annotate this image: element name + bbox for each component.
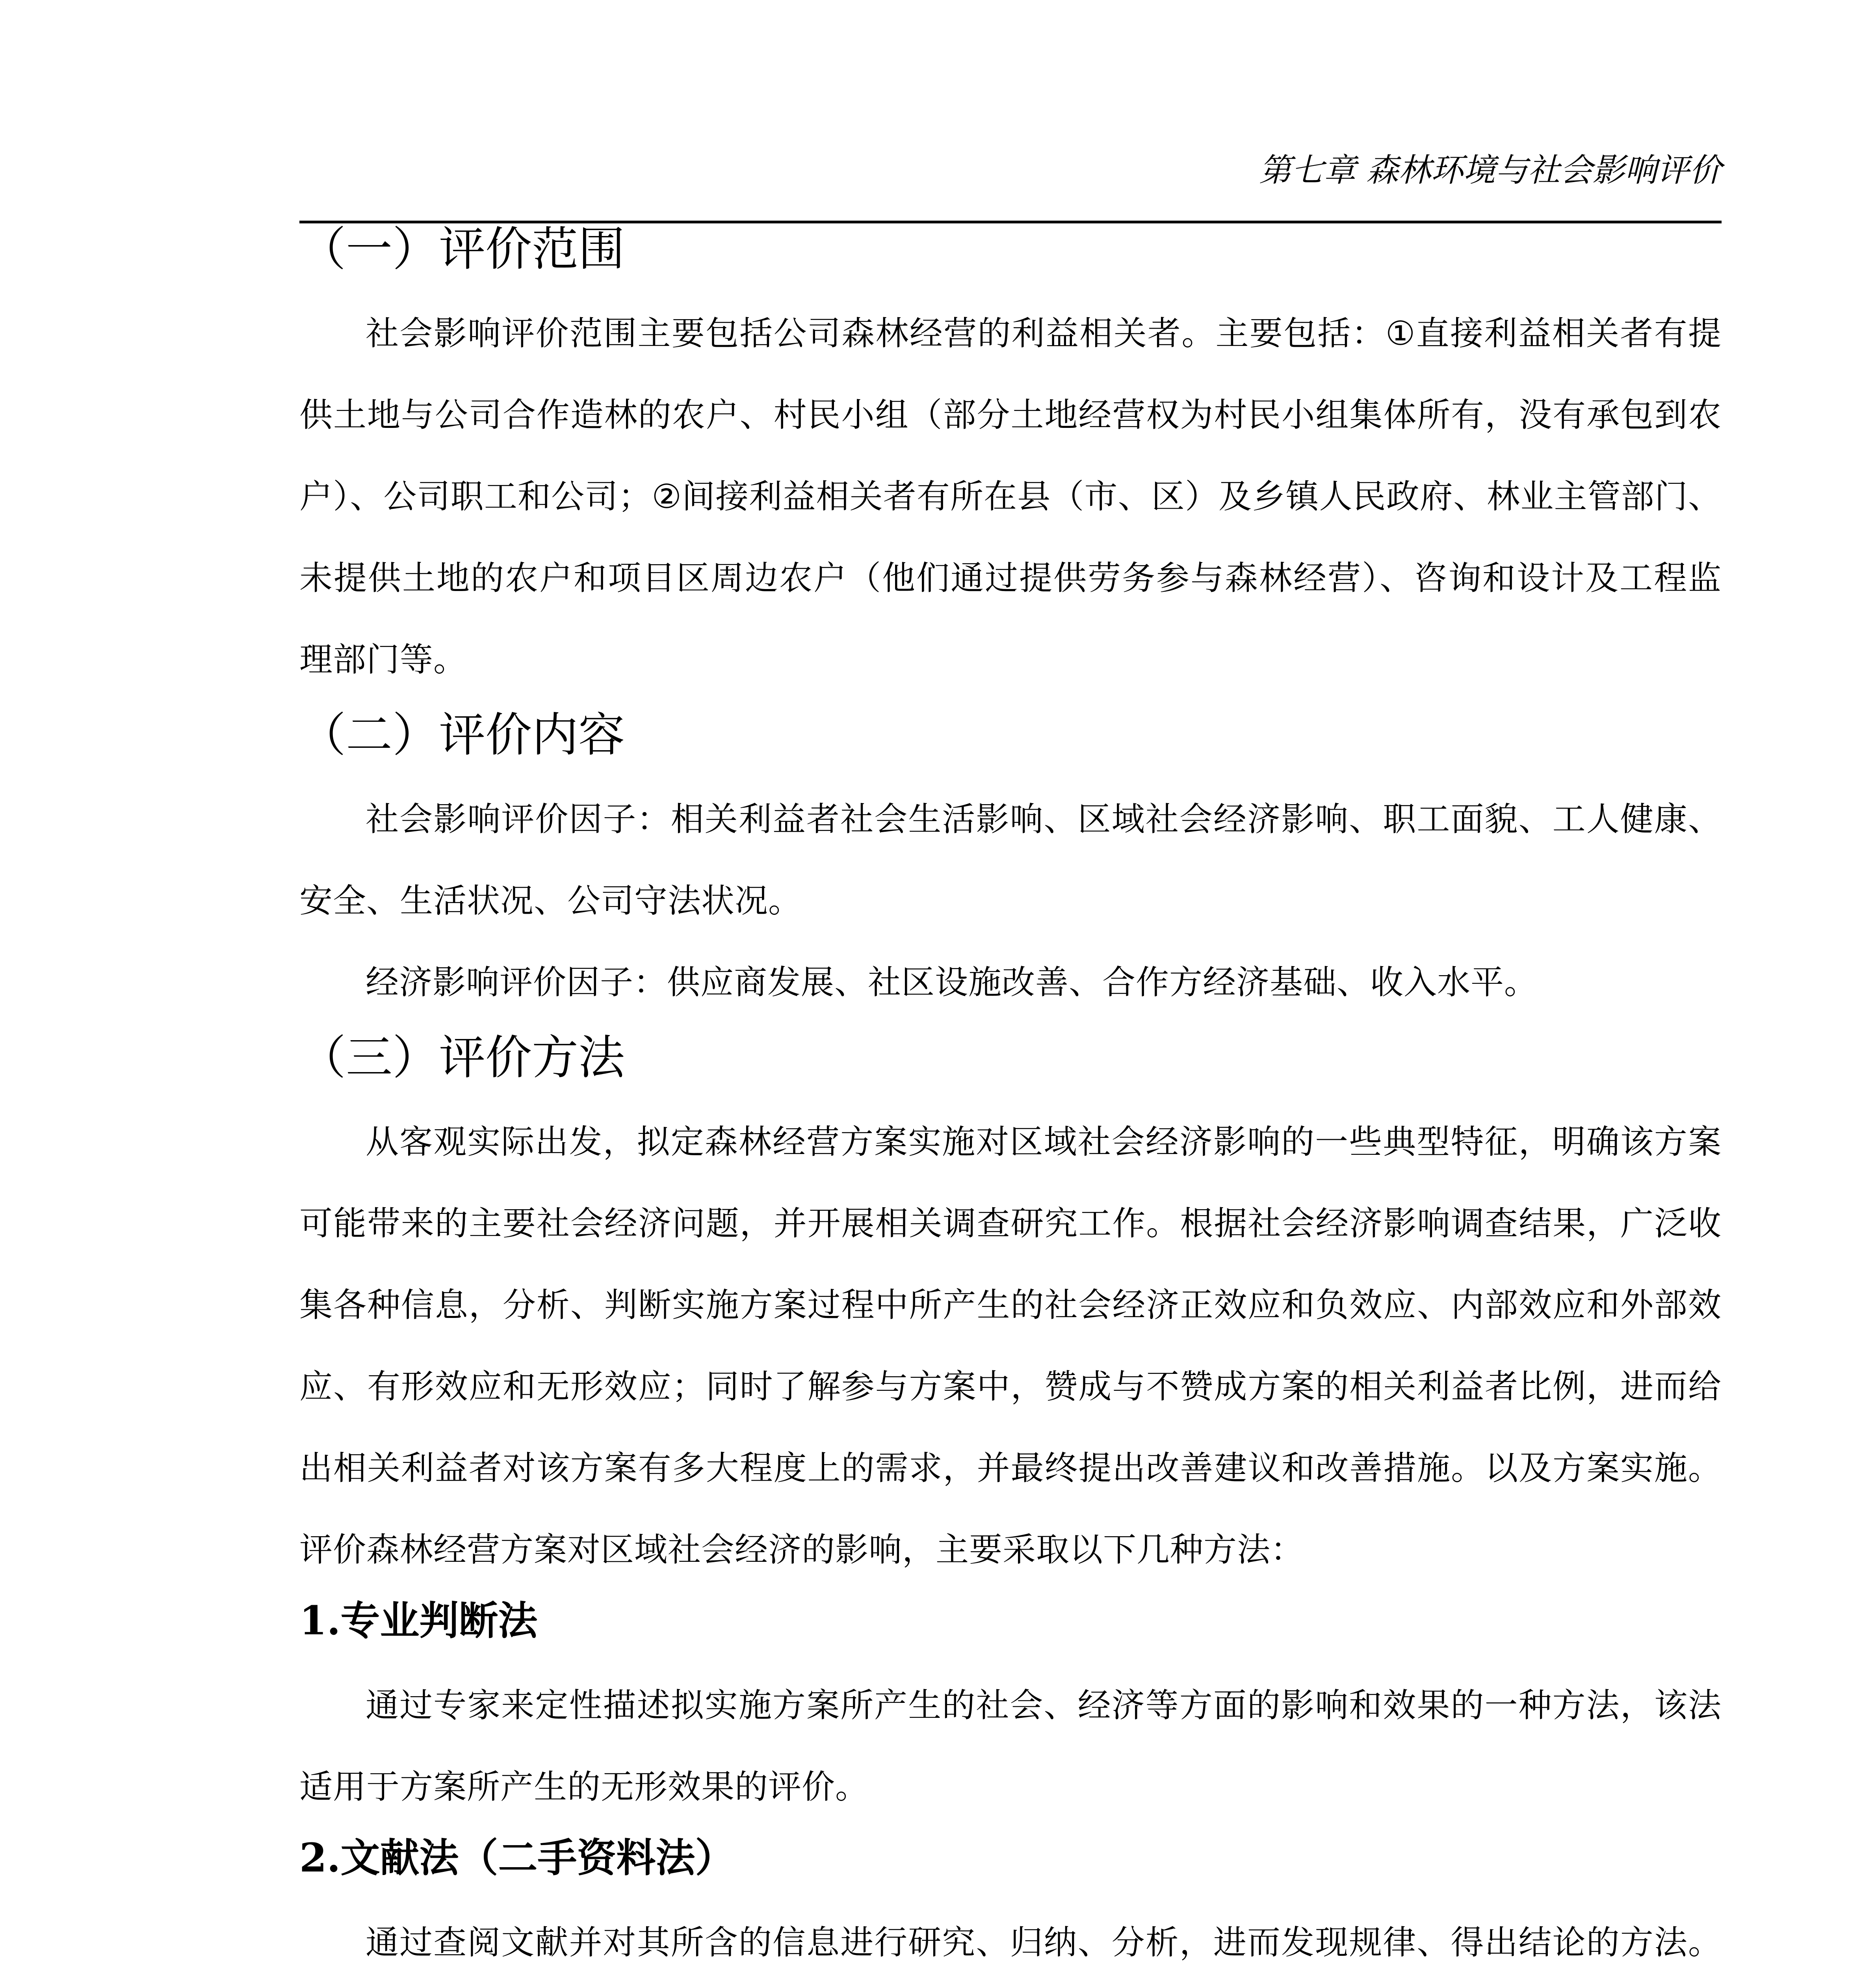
method-heading-literature: 2.文献法（二手资料法） bbox=[299, 1834, 735, 1881]
page-body bbox=[299, 215, 1722, 1970]
literature-method-paragraph: 通过查阅文献并对其所含的信息进行研究、归纳、分析，进而发现规律、得出结论的方法。 bbox=[366, 1923, 1722, 1962]
running-header-title: 第七章 森林环境与社会影响评价 bbox=[1259, 152, 1722, 189]
section-heading-scope: （一）评价范围 bbox=[299, 222, 625, 276]
expert-method-paragraph: 通过专家来定性描述拟实施方案所产生的社会、经济等方面的影响和效果的一种方法，该法适用于方案所产生的无形效果的评价。 bbox=[299, 1686, 1722, 1806]
method-heading-expert: 1.专业判断法 bbox=[299, 1597, 538, 1644]
social-factors-paragraph: 社会影响评价因子：相关利益者社会生活影响、区域社会经济影响、职工面貌、工人健康、安全、生活状况、公司守法状况。 bbox=[299, 800, 1722, 920]
running-header bbox=[299, 146, 1722, 223]
method-paragraph: 从客观实际出发，拟定森林经营方案实施对区域社会经济影响的一些典型特征，明确该方案可能带来的主要社会经济问题，并开展相关调查研究工作。根据社会经济影响调查结果，广泛收集各种信息，分析、判断实施方案过程中所产生的社会经济正效应和负效应、内部效应和外部效应、有形效应和无形效应；同时了解参与方案中，赞成与不赞成方案的相关利益者比例，进而给出相关利益者对该方案有多大程度上的需求，并最终提出改善建议和改善措施。以及方案实施。评价森林经营方案对区域社会经济的影响，主要采取以下几种方法： bbox=[299, 1123, 1722, 1569]
section-heading-method: （三）评价方法 bbox=[299, 1030, 625, 1085]
scope-paragraph: 社会影响评价范围主要包括公司森林经营的利益相关者。主要包括：①直接利益相关者有提供土地与公司合作造林的农户、村民小组（部分土地经营权为村民小组集体所有，没有承包到农户）、公司职工和公司；②间接利益相关者有所在县（市、区）及乡镇人民政府、林业主管部门、未提供土地的农户和项目区周边农户（他们通过提供劳务参与森林经营）、咨询和设计及工程监理部门等。 bbox=[299, 314, 1722, 679]
section-heading-content: （二）评价内容 bbox=[299, 708, 625, 762]
economic-factors-paragraph: 经济影响评价因子：供应商发展、社区设施改善、合作方经济基础、收入水平。 bbox=[366, 963, 1538, 1002]
